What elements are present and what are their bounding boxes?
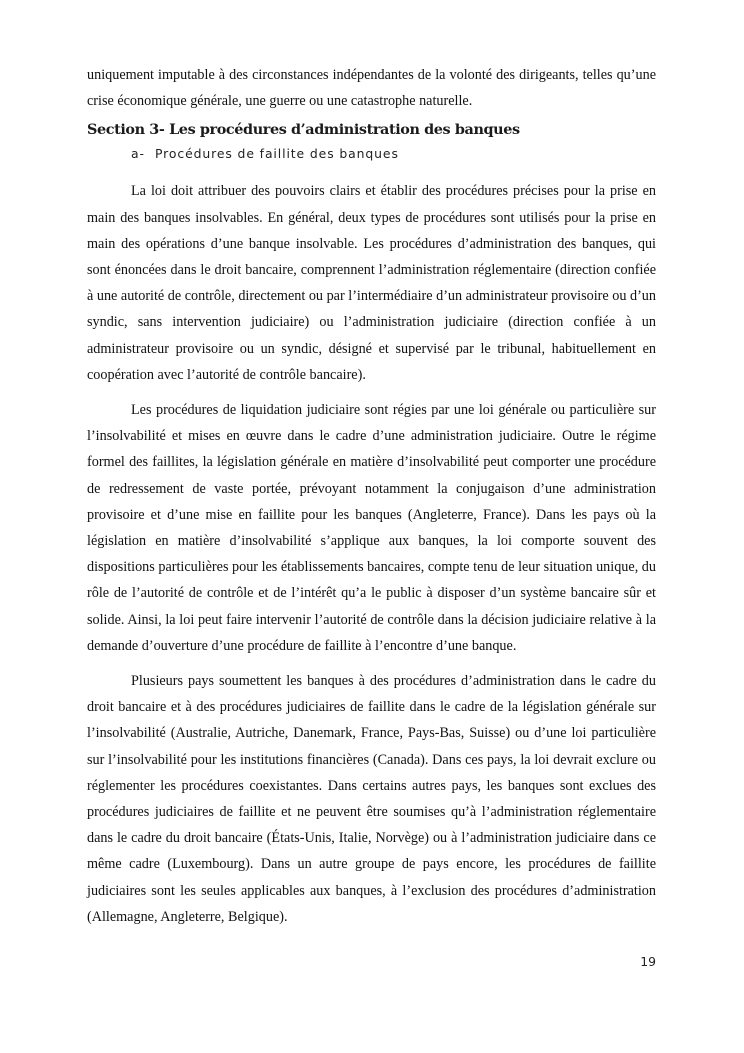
section-title: Section 3- Les procédures d’administration des banques xyxy=(87,121,520,139)
paragraph-continuation: uniquement imputable à des circonstances indépendantes de la volonté des dirigeants, telles qu’une crise économique générale, une guerre ou une catastrophe naturelle. xyxy=(87,67,656,110)
paragraph-3: Plusieurs pays soumettent les banques à des procédures d’administration dans le cadre du droit bancaire et à des procédures judiciaires de faillite dans le cadre de la législation générale sur l’insolvabilité (Australie, Autriche, Danemark, France, Pays-Bas, Suisse) ou d’une loi particulière sur l’insolvabilité pour les institutions financières (Canada). Dans ces pays, la loi devrait exclure ou réglementer les procédures coexistantes. Dans certains autres pays, les banques sont exclues des procédures judiciaires de faillite et ne peuvent être soumises qu’à l’administration réglementaire dans le cadre du droit bancaire (États-Unis, Italie, Norvège) ou à l’administration judiciaire dans ce même cadre (Luxembourg). Dans un autre groupe de pays encore, les procédures de faillite judiciaires sont les seules applicables aux banques, à l’exclusion des procédures d’administration (Allemagne, Angleterre, Belgique). xyxy=(87,673,656,925)
paragraph-2: Les procédures de liquidation judiciaire sont régies par une loi générale ou particulière sur l’insolvabilité et mises en œuvre dans le cadre d’une administration judiciaire. Outre le régime formel des faillites, la législation générale en matière d’insolvabilité peut comporter une procédure de redressement de vaste portée, prévoyant notamment la conjugaison d’une administration provisoire et d’une mise en faillite pour les banques (Angleterre, France). Dans les pays où la législation en matière d’insolvabilité s’applique aux banques, la loi comporte souvent des dispositions particulières pour les établissements bancaires, compte tenu de leur situation unique, du rôle de l’autorité de contrôle et de l’intérêt qu’a le public à disposer d’un système bancaire sûr et solide. Ainsi, la loi peut faire intervenir l’autorité de contrôle dans la décision judiciaire relative à la demande d’ouverture d’une procédure de faillite à l’encontre d’une banque. xyxy=(87,402,656,654)
subsection-marker: a- xyxy=(131,146,145,162)
page-number: 19 xyxy=(640,954,656,969)
subsection-heading xyxy=(131,144,656,164)
document-page xyxy=(87,62,656,930)
subsection-title: Procédures de faillite des banques xyxy=(155,146,399,162)
paragraph-1: La loi doit attribuer des pouvoirs clairs et établir des procédures précises pour la prise en main des banques insolvables. En général, deux types de procédures sont utilisés pour la prise en main des opérations d’une banque insolvable. Les procédures d’administration des banques, qui sont énoncées dans le droit bancaire, comprennent l’administration réglementaire (direction confiée à une autorité de contrôle, directement ou par l’intermédiaire d’un administrateur provisoire ou d’un syndic, sans intervention judiciaire) ou l’administration judiciaire (direction confiée à un administrateur provisoire ou un syndic, désigné et supervisé par le tribunal, habituellement en coopération avec l’autorité de contrôle bancaire). xyxy=(87,183,656,383)
